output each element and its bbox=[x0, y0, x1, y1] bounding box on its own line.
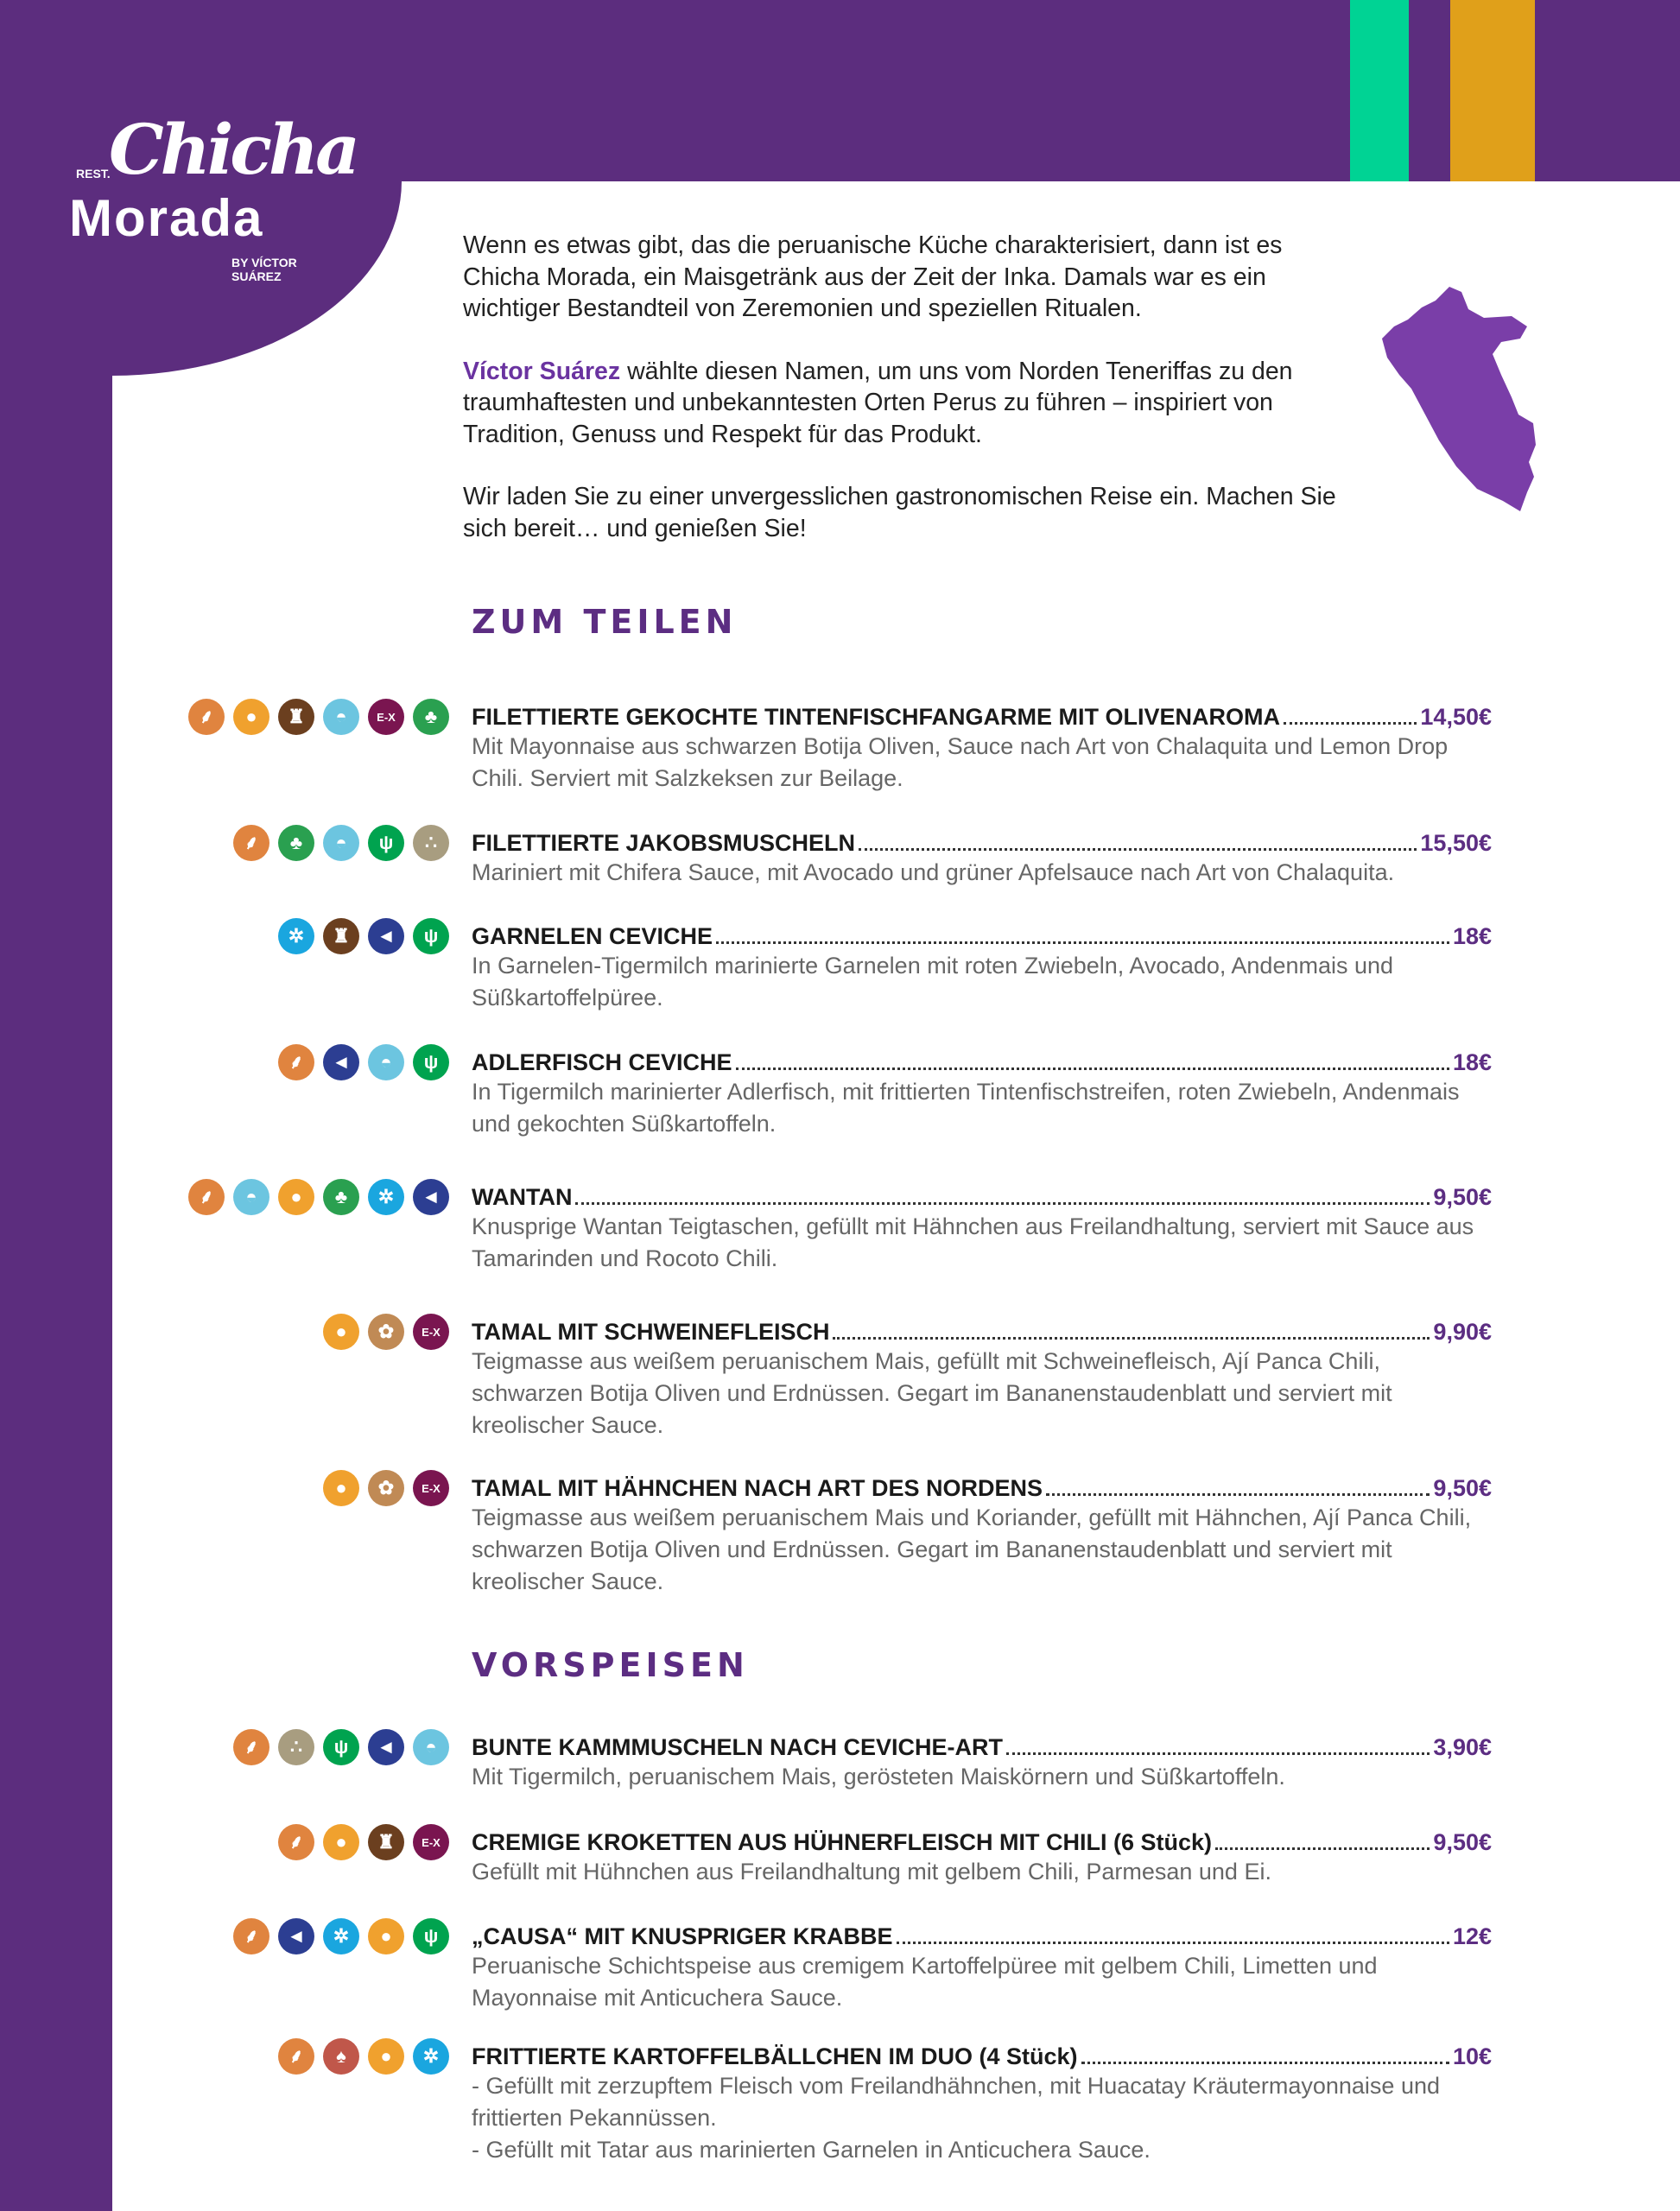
menu-item bbox=[121, 1319, 1492, 1441]
item-description bbox=[472, 1502, 1492, 1598]
item-title-line bbox=[472, 704, 1492, 731]
sesame-seeds-icon: ∴ bbox=[413, 825, 449, 861]
item-title-line bbox=[472, 1049, 1492, 1076]
dot-leader bbox=[897, 1942, 1449, 1944]
dot-leader bbox=[833, 1337, 1430, 1340]
item-name: FILETTIERTE GEKOCHTE TINTENFISCHFANGARME MIT OLIVENAROMA bbox=[472, 704, 1280, 730]
item-title-line bbox=[472, 1829, 1492, 1856]
item-description bbox=[472, 1950, 1492, 2014]
dot-leader bbox=[1081, 2062, 1449, 2064]
eggs-icon: ● bbox=[233, 699, 269, 735]
item-description bbox=[472, 1346, 1492, 1441]
item-name: FILETTIERTE JAKOBSMUSCHELN bbox=[472, 830, 856, 856]
fish-icon: ◄ bbox=[368, 918, 404, 954]
intro-paragraph-1: Wenn es etwas gibt, das die peruanische Küche charakterisiert, dann ist es Chicha Morada, ein Maisgetränk aus der Zeit der Inka. Damals war es ein wichtiger Bestandteil von Zeremonien und speziellen Ritualen. bbox=[463, 231, 1283, 322]
item-title-line bbox=[472, 1184, 1492, 1211]
dot-leader bbox=[736, 1067, 1449, 1070]
leaf-herb-icon: ♣ bbox=[278, 825, 314, 861]
menu-item bbox=[121, 1734, 1492, 1793]
fish-icon: ◄ bbox=[413, 1179, 449, 1215]
item-title-line bbox=[472, 1319, 1492, 1346]
description-line: In Tigermilch marinierter Adlerfisch, mit frittierten Tintenfischstreifen, roten Zwiebeln, Andenmais und gekochten Süßkartoffeln. bbox=[472, 1079, 1460, 1137]
leaf-herb-icon: ♣ bbox=[323, 1179, 359, 1215]
milk-jug-icon: ♜ bbox=[278, 699, 314, 735]
description-line: Teigmasse aus weißem peruanischem Mais und Koriander, gefüllt mit Hähnchen, Ají Panca Chili, schwarzen Botija Oliven und Erdnüssen. Gegart im Bananenstaudenblatt und serviert mit kreolischer Sauce. bbox=[472, 1505, 1472, 1594]
item-title-line bbox=[472, 1923, 1492, 1950]
item-price: 9,90€ bbox=[1433, 1319, 1492, 1345]
additives-ex-icon: E-X bbox=[413, 1314, 449, 1350]
item-price: 18€ bbox=[1452, 1049, 1492, 1075]
description-line: Teigmasse aus weißem peruanischem Mais, gefüllt mit Schweinefleisch, Ají Panca Chili, schwarzen Botija Oliven und Erdnüssen. Gegart im Bananenstaudenblatt und serviert mit kreolischer Sauce. bbox=[472, 1348, 1392, 1438]
leaf-herb-icon: ♣ bbox=[413, 699, 449, 735]
shell-icon: ◓ bbox=[323, 699, 359, 735]
allergen-icons bbox=[323, 1470, 449, 1506]
allergen-icons bbox=[278, 1044, 449, 1080]
menu-item bbox=[121, 1049, 1492, 1140]
intro-paragraph-3: Wir laden Sie zu einer unvergesslichen gastronomischen Reise ein. Machen Sie sich bereit… und genießen Sie! bbox=[463, 483, 1336, 542]
description-line: - Gefüllt mit Tatar aus marinierten Garnelen in Anticuchera Sauce. bbox=[472, 2137, 1151, 2163]
allergen-icons bbox=[278, 2038, 449, 2075]
description-line: Mit Tigermilch, peruanischem Mais, gerösteten Maiskörnern und Süßkartoffeln. bbox=[472, 1764, 1285, 1790]
dot-leader bbox=[1006, 1752, 1430, 1755]
item-description bbox=[472, 1761, 1492, 1793]
milk-jug-icon: ♜ bbox=[368, 1824, 404, 1860]
item-description bbox=[472, 1076, 1492, 1140]
eggs-icon: ● bbox=[368, 1918, 404, 1954]
item-title-line bbox=[472, 2043, 1492, 2070]
item-name: TAMAL MIT HÄHNCHEN NACH ART DES NORDENS bbox=[472, 1475, 1043, 1501]
eggs-icon: ● bbox=[368, 2038, 404, 2075]
item-description bbox=[472, 857, 1492, 889]
peanut-icon: ✿ bbox=[368, 1470, 404, 1506]
item-name: GARNELEN CEVICHE bbox=[472, 923, 713, 949]
wheat-icon: ⸙ bbox=[278, 2038, 314, 2075]
green-stripe bbox=[1350, 0, 1409, 181]
item-name: CREMIGE KROKETTEN AUS HÜHNERFLEISCH MIT CHILI (6 Stück) bbox=[472, 1829, 1213, 1855]
nut-icon: ♠ bbox=[323, 2038, 359, 2075]
menu-item bbox=[121, 1923, 1492, 2014]
allergen-icons bbox=[233, 1729, 449, 1765]
description-line: In Garnelen-Tigermilch marinierte Garnelen mit roten Zwiebeln, Avocado, Andenmais und Süßkartoffelpüree. bbox=[472, 953, 1394, 1010]
crab-icon: ✲ bbox=[413, 2038, 449, 2075]
item-title-line bbox=[472, 830, 1492, 857]
description-line: Knusprige Wantan Teigtaschen, gefüllt mit Hähnchen aus Freilandhaltung, serviert mit Sauce aus Tamarinden und Rocoto Chili. bbox=[472, 1213, 1474, 1271]
section-heading: VORSPEISEN bbox=[472, 1646, 749, 1684]
description-line: Peruanische Schichtspeise aus cremigem Kartoffelpüree mit gelbem Chili, Limetten und Mayonnaise mit Anticuchera Sauce. bbox=[472, 1953, 1378, 2011]
item-name: „CAUSA“ MIT KNUSPRIGER KRABBE bbox=[472, 1923, 893, 1949]
wheat-icon: ⸙ bbox=[233, 1729, 269, 1765]
sesame-seeds-icon: ∴ bbox=[278, 1729, 314, 1765]
menu-item bbox=[121, 1184, 1492, 1275]
celery-icon: ψ bbox=[368, 825, 404, 861]
fish-icon: ◄ bbox=[278, 1918, 314, 1954]
logo-rest: REST. bbox=[76, 167, 111, 181]
allergen-icons bbox=[188, 699, 449, 735]
peanut-icon: ✿ bbox=[368, 1314, 404, 1350]
additives-ex-icon: E-X bbox=[413, 1824, 449, 1860]
item-price: 15,50€ bbox=[1420, 830, 1492, 856]
wheat-icon: ⸙ bbox=[233, 1918, 269, 1954]
celery-icon: ψ bbox=[413, 918, 449, 954]
wheat-icon: ⸙ bbox=[278, 1824, 314, 1860]
item-title-line bbox=[472, 1734, 1492, 1761]
allergen-icons bbox=[233, 825, 449, 861]
menu-item bbox=[121, 830, 1492, 889]
wheat-icon: ⸙ bbox=[188, 699, 225, 735]
item-price: 12€ bbox=[1452, 1923, 1492, 1949]
item-price: 10€ bbox=[1452, 2043, 1492, 2069]
item-price: 9,50€ bbox=[1433, 1184, 1492, 1210]
item-price: 9,50€ bbox=[1433, 1475, 1492, 1501]
item-description bbox=[472, 731, 1492, 795]
menu-item bbox=[121, 704, 1492, 795]
menu-item bbox=[121, 923, 1492, 1014]
logo-byline: BY VÍCTOR SUÁREZ bbox=[231, 256, 297, 283]
allergen-icons bbox=[188, 1179, 449, 1215]
item-description bbox=[472, 950, 1492, 1014]
peru-map-icon bbox=[1382, 285, 1546, 514]
dot-leader bbox=[575, 1202, 1430, 1205]
description-line: Mariniert mit Chifera Sauce, mit Avocado und grüner Apfelsauce nach Art von Chalaquita. bbox=[472, 859, 1395, 885]
dot-leader bbox=[1046, 1493, 1430, 1496]
wheat-icon: ⸙ bbox=[233, 825, 269, 861]
celery-icon: ψ bbox=[413, 1044, 449, 1080]
eggs-icon: ● bbox=[323, 1824, 359, 1860]
celery-icon: ψ bbox=[413, 1918, 449, 1954]
description-line: - Gefüllt mit zerzupftem Fleisch vom Freilandhähnchen, mit Huacatay Kräutermayonnaise und frittierten Pekannüssen. bbox=[472, 2073, 1441, 2131]
item-name: ADLERFISCH CEVICHE bbox=[472, 1049, 732, 1075]
logo-morada: Morada bbox=[69, 189, 264, 247]
eggs-icon: ● bbox=[278, 1179, 314, 1215]
shell-icon: ◓ bbox=[323, 825, 359, 861]
additives-ex-icon: E-X bbox=[368, 699, 404, 735]
dot-leader bbox=[716, 941, 1449, 944]
item-description bbox=[472, 1211, 1492, 1275]
item-description bbox=[472, 1856, 1492, 1888]
description-line: Mit Mayonnaise aus schwarzen Botija Oliven, Sauce nach Art von Chalaquita und Lemon Drop Chili. Serviert mit Salzkeksen zur Beilage. bbox=[472, 733, 1449, 791]
item-name: TAMAL MIT SCHWEINEFLEISCH bbox=[472, 1319, 830, 1345]
wheat-icon: ⸙ bbox=[188, 1179, 225, 1215]
item-name: BUNTE KAMMMUSCHELN NACH CEVICHE-ART bbox=[472, 1734, 1003, 1760]
menu-item bbox=[121, 2043, 1492, 2166]
crab-icon: ✲ bbox=[278, 918, 314, 954]
item-name: FRITTIERTE KARTOFFELBÄLLCHEN IM DUO (4 Stück) bbox=[472, 2043, 1078, 2069]
additives-ex-icon: E-X bbox=[413, 1470, 449, 1506]
dot-leader bbox=[1284, 722, 1417, 725]
allergen-icons bbox=[323, 1314, 449, 1350]
intro-text bbox=[463, 230, 1344, 575]
wheat-icon: ⸙ bbox=[278, 1044, 314, 1080]
item-price: 14,50€ bbox=[1420, 704, 1492, 730]
milk-jug-icon: ♜ bbox=[323, 918, 359, 954]
item-name: WANTAN bbox=[472, 1184, 573, 1210]
crab-icon: ✲ bbox=[323, 1918, 359, 1954]
menu-item bbox=[121, 1475, 1492, 1598]
item-title-line bbox=[472, 1475, 1492, 1502]
yellow-stripe bbox=[1450, 0, 1535, 181]
item-title-line bbox=[472, 923, 1492, 950]
menu-item bbox=[121, 1829, 1492, 1888]
restaurant-logo bbox=[69, 109, 357, 283]
chef-name: Víctor Suárez bbox=[463, 357, 621, 385]
allergen-icons bbox=[278, 918, 449, 954]
shell-icon: ◓ bbox=[368, 1044, 404, 1080]
dot-leader bbox=[1215, 1847, 1430, 1850]
eggs-icon: ● bbox=[323, 1470, 359, 1506]
dot-leader bbox=[859, 848, 1417, 851]
fish-icon: ◄ bbox=[368, 1729, 404, 1765]
crab-icon: ✲ bbox=[368, 1179, 404, 1215]
shell-icon: ◓ bbox=[413, 1729, 449, 1765]
eggs-icon: ● bbox=[323, 1314, 359, 1350]
shell-icon: ◓ bbox=[233, 1179, 269, 1215]
item-price: 18€ bbox=[1452, 923, 1492, 949]
item-description bbox=[472, 2070, 1492, 2166]
description-line: Gefüllt mit Hühnchen aus Freilandhaltung mit gelbem Chili, Parmesan und Ei. bbox=[472, 1859, 1271, 1885]
allergen-icons bbox=[278, 1824, 449, 1860]
intro-paragraph-2 bbox=[463, 356, 1344, 451]
item-price: 3,90€ bbox=[1433, 1734, 1492, 1760]
fish-icon: ◄ bbox=[323, 1044, 359, 1080]
intro-paragraph-2-text: wählte diesen Namen, um uns vom Norden Teneriffas zu den traumhaftesten und unbekanntesten Orten Perus zu führen – inspiriert von Tradition, Genuss und Respekt für das Produkt. bbox=[463, 357, 1293, 448]
logo-chicha: Chicha bbox=[109, 109, 357, 190]
celery-icon: ψ bbox=[323, 1729, 359, 1765]
allergen-icons bbox=[233, 1918, 449, 1954]
item-price: 9,50€ bbox=[1433, 1829, 1492, 1855]
section-heading: ZUM TEILEN bbox=[472, 603, 738, 641]
